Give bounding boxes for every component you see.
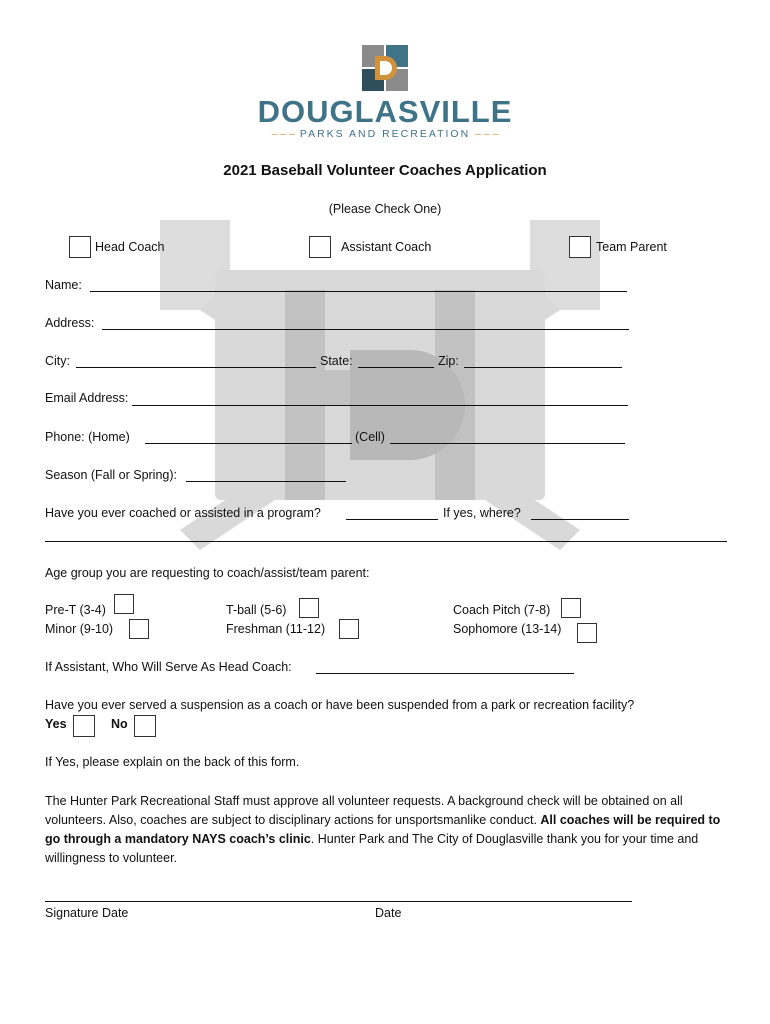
coached-question: Have you ever coached or assisted in a program?	[45, 506, 321, 520]
season-label: Season (Fall or Spring):	[45, 468, 178, 482]
hp-bats-watermark	[120, 200, 640, 600]
suspension-yes-checkbox[interactable]	[73, 715, 95, 737]
assistant-coach-label: Assistant Coach	[341, 240, 432, 254]
city-field[interactable]	[76, 367, 316, 368]
brand-subtitle: – – – PARKS AND RECREATION – – –	[271, 128, 499, 140]
policy-paragraph: The Hunter Park Recreational Staff must approve all volunteer requests. A background check will be obtained on all volunteers. Also, coaches are subject to disciplinary actions for unsportsmanlike conduct. All coaches will be required to go through a mandatory NAYS coach’s clinic. Hunter Park and The City of Douglasville thank you for your time and willingness to volunteer.	[45, 794, 721, 865]
season-field[interactable]	[186, 481, 346, 482]
phone-home-field[interactable]	[145, 443, 352, 444]
zip-field[interactable]	[464, 367, 622, 368]
age-t-ball-checkbox[interactable]	[299, 598, 319, 618]
head-coach-label: Head Coach	[95, 240, 165, 254]
age-minor-label: Minor (9-10)	[45, 622, 114, 636]
no-label: No	[111, 717, 128, 731]
section-divider	[45, 541, 727, 542]
signature-date-label: Signature Date	[45, 906, 129, 920]
assistant-coach-checkbox[interactable]	[309, 236, 331, 258]
zip-label: Zip:	[438, 354, 459, 368]
where-field[interactable]	[531, 519, 629, 520]
team-parent-checkbox[interactable]	[569, 236, 591, 258]
coached-field[interactable]	[346, 519, 438, 520]
age-sophomore-checkbox[interactable]	[577, 623, 597, 643]
email-label: Email Address:	[45, 391, 129, 405]
address-label: Address:	[45, 316, 95, 330]
city-label: City:	[45, 354, 70, 368]
address-field[interactable]	[102, 329, 629, 330]
age-pre-t-checkbox[interactable]	[114, 594, 134, 614]
name-label: Name:	[45, 278, 82, 292]
where-label: If yes, where?	[443, 506, 521, 520]
name-field[interactable]	[90, 291, 627, 292]
suspension-question: Have you ever served a suspension as a coach or have been suspended from a park or recreation facility?	[45, 698, 635, 712]
age-coach-pitch-checkbox[interactable]	[561, 598, 581, 618]
yes-label: Yes	[45, 717, 67, 731]
phone-cell-label: (Cell)	[355, 430, 385, 444]
suspension-no-checkbox[interactable]	[134, 715, 156, 737]
age-sophomore-label: Sophomore (13-14)	[453, 622, 562, 636]
age-freshman-label: Freshman (11-12)	[226, 622, 326, 636]
age-coach-pitch-label: Coach Pitch (7-8)	[453, 603, 551, 617]
age-freshman-checkbox[interactable]	[339, 619, 359, 639]
brand-name: DOUGLASVILLE	[257, 94, 513, 129]
douglasville-logo-icon	[362, 45, 408, 91]
date-label: Date	[375, 906, 402, 920]
head-coach-field[interactable]	[316, 673, 574, 674]
head-coach-checkbox[interactable]	[69, 236, 91, 258]
phone-cell-field[interactable]	[390, 443, 625, 444]
phone-home-label: Phone: (Home)	[45, 430, 130, 444]
team-parent-label: Team Parent	[596, 240, 667, 254]
check-one-instruction: (Please Check One)	[328, 202, 442, 216]
age-group-label: Age group you are requesting to coach/assist/team parent:	[45, 566, 370, 580]
email-field[interactable]	[132, 405, 628, 406]
state-field[interactable]	[358, 367, 434, 368]
signature-field[interactable]	[45, 901, 632, 902]
form-title: 2021 Baseball Volunteer Coaches Application	[223, 162, 547, 179]
explain-note: If Yes, please explain on the back of this form.	[45, 755, 300, 769]
age-t-ball-label: T-ball (5-6)	[226, 603, 287, 617]
age-minor-checkbox[interactable]	[129, 619, 149, 639]
head-coach-question: If Assistant, Who Will Serve As Head Coach:	[45, 660, 292, 674]
state-label: State:	[320, 354, 353, 368]
age-pre-t-label: Pre-T (3-4)	[45, 603, 106, 617]
